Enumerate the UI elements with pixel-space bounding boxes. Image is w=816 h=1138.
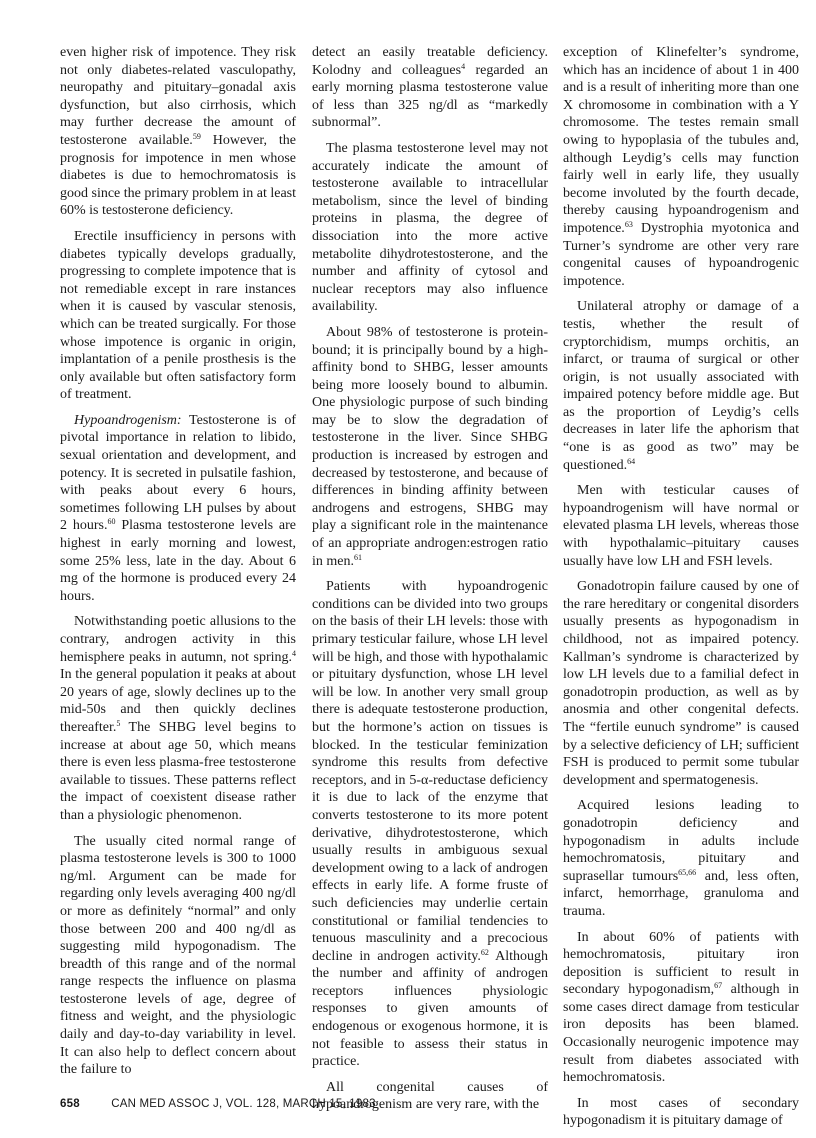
journal-citation: CAN MED ASSOC J, VOL. 128, MARCH 15, 1983 xyxy=(111,1098,376,1110)
column-1 xyxy=(60,44,296,1087)
paragraph: Unilateral atrophy or damage of a testis, whether the result of cryptorchidism, mumps orchitis, an infarct, or trauma of surgical or other origin, is not usually associated with impaired potency before middle age. But as the proportion of Leydig’s cells decreases in later life the aphorism that “one is as good as two” may be questioned.$^{64}$ xyxy=(563,299,799,473)
paragraph: Patients with hypoandrogenic conditions can be divided into two groups on the basis of their LH levels: those with primary testicular failure, whose LH level will be high, and those with hypothalamic or pituitary dysfunction, whose LH level will be low. In another very small group there is adequate testosterone production, but the hormone’s action on tissues is blocked. In the testicular feminization syndrome this results from defective receptors, and in 5-α-reductase deficiency it is due to lack of the enzyme that converts testosterone to its more potent derivative, dihydrotestosterone, which usually results in ambiguous sexual development owing to a lack of androgen effects in early life. A forme fruste of such deficiencies may underlie certain constitutional or familial tendencies to tenuous masculinity and a precocious decline in androgen activity.$^{62}$ Although the number and affinity of androgen receptors influences physiologic responses to given amounts of endogenous or exogenous hormone, it is not feasible to assess their status in practice. xyxy=(312,579,548,1070)
paragraph: Men with testicular causes of hypoandrogenism will have normal or elevated plasma LH levels, whereas those with hypothalamic–pituitary causes usually have low LH and FSH levels. xyxy=(563,483,799,569)
column-3 xyxy=(563,44,799,1138)
paragraph: The usually cited normal range of plasma testosterone levels is 300 to 1000 ng/ml. Argument can be made for regarding only levels averaging 400 ng/dl or more as definitely “normal” and only those between 200 and 400 ng/dl as suggesting mild hypogonadism. The breadth of this range and of the normal range respects the influence on plasma testosterone levels of age, degree of fitness and weight, and the physiologic daily and day-to-day variability in level. It can also help to deflect concern about the failure to xyxy=(60,833,296,1078)
paragraph: exception of Klinefelter’s syndrome, which has an incidence of about 1 in 400 and is a result of inheriting more than one X chromosome in combination with a Y chromosome. The testes remain small owing to hypoplasia of the tubules and, although Leydig’s cells may function fairly well in early life, they usually become involuted by the fourth decade, thereby causing hypoandrogenism and impotence.$^{63}$ Dystrophia myotonica and Turner’s syndrome are other very rare congenital causes of hypoandrogenic impotence. xyxy=(563,45,799,289)
paragraph: Erectile insufficiency in persons with diabetes typically develops gradually, progressing to complete impotence that is not remediable except in rare instances when it is caused by vascular stenosis, which can be treated surgically. For those whose impotence is organic in origin, implantation of a penile prosthesis is the only available but often satisfactory form of treatment. xyxy=(60,228,296,403)
paragraph: About 98% of testosterone is protein-bound; it is principally bound by a high-affinity bond to SHBG, lesser amounts being more loosely bound to albumin. One physiologic purpose of such binding may be to slow the degradation of testosterone in the liver. Since SHBG production is increased by estrogen and decreased by testosterone, and because of differences in binding affinity between androgens and estrogens, SHBG may play a significant role in the maintenance of an appropriate androgen:estrogen ratio in men.$^{61}$ xyxy=(312,324,548,569)
paragraph: even higher risk of impotence. They risk not only diabetes-related vasculopathy, neuropathy and pituitary–gonadal axis dysfunction, but also cirrhosis, which may further decrease the amount of testosterone available.$^{59}$ However, the prognosis for impotence in men whose diabetes is due to hemochromatosis is good since the primary problem in at least 60% is testosterone deficiency. xyxy=(60,45,296,219)
paragraph: detect an easily treatable deficiency. Kolodny and colleagues$^4$ regarded an early morning plasma testosterone value of less than 325 ng/dl as “markedly subnormal”. xyxy=(312,45,548,131)
paragraph: All congenital causes of hypoandrogenism are very rare, with the xyxy=(312,1079,548,1113)
column-2 xyxy=(312,44,548,1122)
paragraph: Hypoandrogenism: Testosterone is of pivotal importance in relation to libido, sexual orientation and development, and potency. It is secreted in pulsatile fashion, with peaks about every 6 hours, sometimes following LH pulses by about 2 hours.$^{60}$ Plasma testosterone levels are highest in early morning and lowest, some 25% less, late in the day. About 6 mg of the hormone is produced every 24 hours. xyxy=(60,412,296,604)
paragraph: Notwithstanding poetic allusions to the contrary, androgen activity in this hemisphere peaks in autumn, not spring.$^4$ In the general population it peaks at about 20 years of age, slowly declines up to the mid-50s and then quickly declines thereafter.$^5$ The SHBG level begins to increase at about age 50, which means there is even less plasma-free testosterone available to tissues. These patterns reflect the impact of coexistent disease rather than a physiologic phenomenon. xyxy=(60,614,296,823)
paragraph: In about 60% of patients with hemochromatosis, pituitary iron deposition is sufficient to result in secondary hypogonadism,$^{67}$ although in some cases direct damage from testicular iron deposits has been blamed. Occasionally neurogenic impotence may result from diabetes associated with hemochromatosis. xyxy=(563,929,799,1086)
paragraph: Gonadotropin failure caused by one of the rare hereditary or congenital disorders usually presents as hypogonadism in childhood, not as impaired potency. Kallman’s syndrome is characterized by low LH levels due to a familial defect in gonadotropin production, as well as by anosmia and other congenital defects. The “fertile eunuch syndrome” is caused by a selective deficiency of LH; sufficient FSH is produced to permit some tubular development and spermatogenesis. xyxy=(563,579,799,788)
paragraph: The plasma testosterone level may not accurately indicate the amount of testosterone available to intracellular metabolism, since the level of binding proteins in plasma, the degree of dissociation into the more active metabolite dihydrotestosterone, and the number and affinity of cytosol and nuclear receptors may also influence availability. xyxy=(312,140,548,315)
paragraph: Acquired lesions leading to gonadotropin deficiency and hypogonadism in adults include hemochromatosis, pituitary and suprasellar tumours$^{65,66}$ and, less often, infarct, hemorrhage, granuloma and trauma. xyxy=(563,798,799,919)
section-heading: Hypoandrogenism: xyxy=(74,412,182,428)
page-number: 658 xyxy=(60,1098,80,1110)
paragraph: In most cases of secondary hypogonadism it is pituitary damage of xyxy=(563,1095,799,1129)
page-footer xyxy=(60,1098,760,1110)
